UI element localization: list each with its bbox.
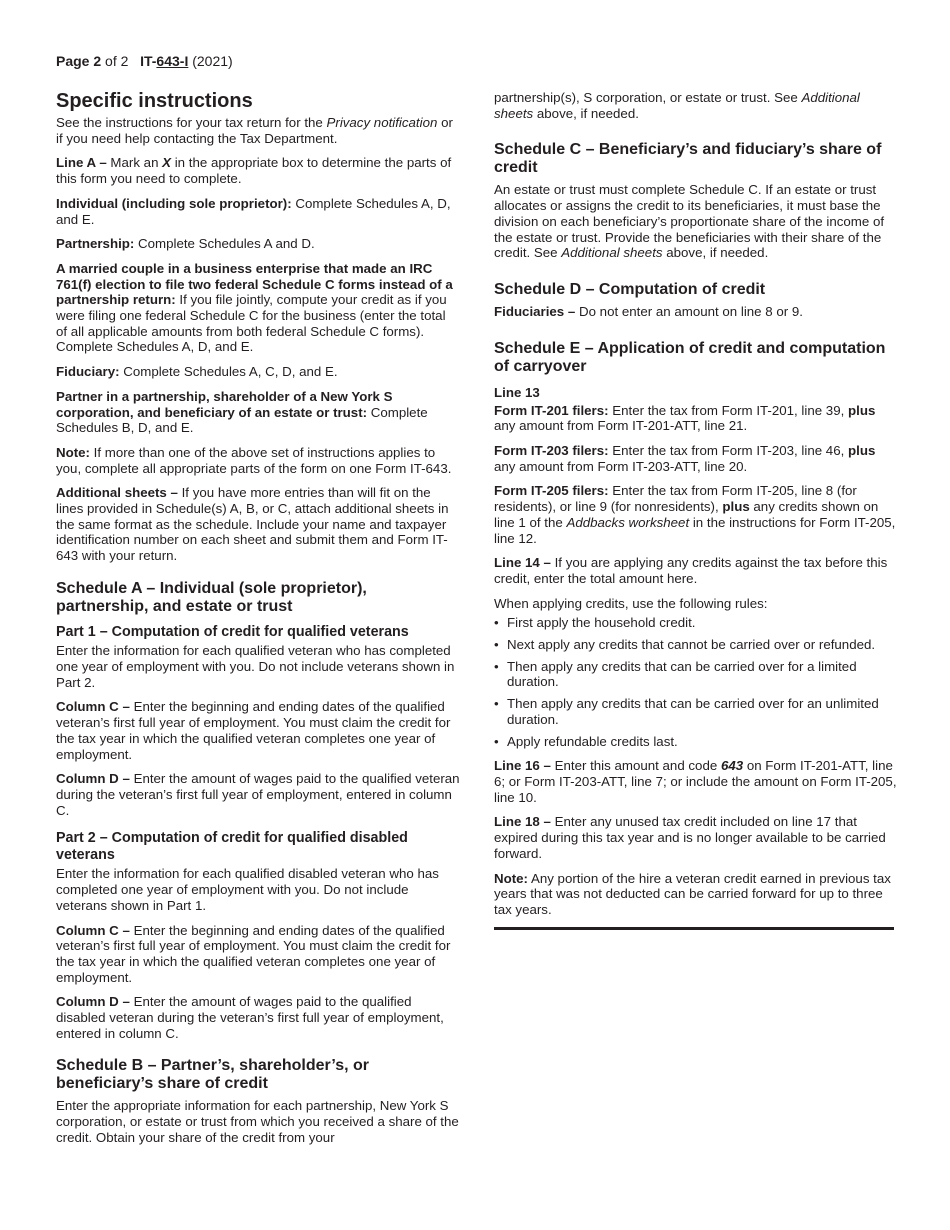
schedule-d-heading: Schedule D – Computation of credit bbox=[494, 280, 766, 298]
list-item: • Next apply any credits that cannot be carried over or refunded. bbox=[494, 637, 898, 653]
rules-list bbox=[494, 615, 898, 749]
schedule-b-heading: Schedule B – Partner’s, shareholder’s, or beneficiary’s share of credit bbox=[56, 1057, 369, 1093]
part2-column-d-paragraph: Column D – Enter the amount of wages paid to the qualified disabled veteran during the veteran’s first full year of employment, entered in column C. bbox=[56, 994, 444, 1041]
schedule-c-paragraph: An estate or trust must complete Schedule C. If an estate or trust allocates or assigns the credit to its beneficiaries, it must base the division on each beneficiary’s proportionate share of the income of the estate or trust. Provide the beneficiaries with their share of the credit. See Additional sheets above, if needed. bbox=[494, 182, 885, 261]
it203-paragraph: Form IT-203 filers: Enter the tax from Form IT-203, line 46, plus any amount from Form IT-203-ATT, line 20. bbox=[494, 443, 876, 474]
right-column bbox=[494, 90, 898, 927]
rules-intro: When applying credits, use the following rules: bbox=[494, 595, 768, 611]
line-16-paragraph: Line 16 – Enter this amount and code 643 on Form IT-201-ATT, line 6; or Form IT-203-ATT, line 7; or include the amount on Form IT-205, line 10. bbox=[494, 758, 897, 805]
page-number: 2 bbox=[93, 53, 102, 69]
form-id: IT-643-I bbox=[140, 53, 189, 69]
intro-paragraph: See the instructions for your tax return for the Privacy notification or if you need help contacting the Tax Department. bbox=[56, 115, 453, 146]
partner-paragraph: Partner in a partnership, shareholder of a New York S corporation, and beneficiary of an estate or trust: Complete Schedules B, D, and E. bbox=[56, 388, 428, 436]
individual-paragraph: Individual (including sole proprietor): Complete Schedules A, D, and E. bbox=[56, 195, 451, 227]
page-label: Page bbox=[56, 53, 90, 69]
it201-paragraph: Form IT-201 filers: Enter the tax from Form IT-201, line 39, plus any amount from Form IT-201-ATT, line 21. bbox=[494, 402, 876, 434]
part2-paragraph: Enter the information for each qualified disabled veteran who has completed one year of employment with you. Do not include veterans shown in Part 1. bbox=[56, 866, 439, 913]
additional-sheets-paragraph: Additional sheets – If you have more entries than will fit on the lines provided in Schedule(s) A, B, or C, attach additional sheets in the same format as the schedule. Include your name and taxpayer identification number on each sheet and submit them and Form IT-643 with your return. bbox=[56, 485, 449, 564]
schedule-b-continued-paragraph: partnership(s), S corporation, or estate or trust. See Additional sheets above, if needed. bbox=[494, 90, 860, 121]
page-header bbox=[56, 53, 233, 70]
note-paragraph: Note: If more than one of the above set of instructions applies to you, complete all appropriate parts of the form on one Form IT-643. bbox=[56, 444, 452, 476]
line-14-paragraph: Line 14 – If you are applying any credits against the tax before this credit, enter the total amount here. bbox=[494, 555, 888, 586]
schedule-b-paragraph: Enter the appropriate information for each partnership, New York S corporation, or estate or trust from which you received a share of the credit. Obtain your share of the credit from your bbox=[56, 1098, 459, 1145]
list-item: • Apply refundable credits last. bbox=[494, 734, 898, 750]
list-item: • Then apply any credits that can be carried over for an unlimited duration. bbox=[494, 696, 898, 727]
line-13-subheading: Line 13 bbox=[494, 384, 540, 400]
page-total: of 2 bbox=[105, 53, 129, 69]
form-year: (2021) bbox=[192, 53, 233, 69]
fiduciaries-paragraph: Fiduciaries – Do not enter an amount on line 8 or 9. bbox=[494, 303, 803, 319]
line-a-paragraph: Line A – Mark an X in the appropriate box to determine the parts of this form you need to complete. bbox=[56, 155, 452, 187]
part1-heading: Part 1 – Computation of credit for qualified veterans bbox=[56, 623, 409, 640]
partnership-paragraph: Partnership: Complete Schedules A and D. bbox=[56, 236, 315, 252]
specific-instructions-heading: Specific instructions bbox=[56, 90, 253, 112]
line-18-paragraph: Line 18 – Enter any unused tax credit included on line 17 that expired during this tax year and is no longer available to be carried forward. bbox=[494, 814, 886, 861]
part2-column-c-paragraph: Column C – Enter the beginning and ending dates of the qualified veteran’s first full year of employment. You must claim the credit for the tax year in which the qualified veteran completes one year of employment. bbox=[56, 922, 451, 985]
it205-paragraph: Form IT-205 filers: Enter the tax from Form IT-205, line 8 (for residents), or line 9 (for nonresidents), plus any credits shown on line 1 of the Addbacks worksheet in the instructions for Form IT-205, line 12. bbox=[494, 483, 896, 546]
part1-column-c-paragraph: Column C – Enter the beginning and ending dates of the qualified veteran’s first full year of employment. You must claim the credit for the tax year in which the qualified veteran completes one year of employment. bbox=[56, 699, 451, 762]
schedule-c-heading: Schedule C – Beneficiary’s and fiduciary’s share of credit bbox=[494, 141, 882, 177]
part1-paragraph: Enter the information for each qualified veteran who has completed one year of employment with you. Do not include veterans shown in Part 2. bbox=[56, 643, 455, 690]
left-column bbox=[56, 88, 460, 1155]
end-divider bbox=[494, 927, 894, 930]
schedule-e-heading: Schedule E – Application of credit and computation of carryover bbox=[494, 339, 886, 375]
part1-column-d-paragraph: Column D – Enter the amount of wages paid to the qualified veteran during the veteran’s first full year of employment, entered in column C. bbox=[56, 771, 460, 818]
schedule-a-heading: Schedule A – Individual (sole proprietor), partnership, and estate or trust bbox=[56, 579, 367, 615]
fiduciary-paragraph: Fiduciary: Complete Schedules A, C, D, and E. bbox=[56, 364, 338, 380]
married-couple-paragraph: A married couple in a business enterprise that made an IRC 761(f) election to file two federal Schedule C forms instead of a partnership return: If you file jointly, compute your credit as if you were filing one federal Schedule C for the business (enter the total of all applicable amounts from both federal Schedule C forms). Complete Schedules A, D, and E. bbox=[56, 260, 453, 355]
part2-heading: Part 2 – Computation of credit for qualified disabled veterans bbox=[56, 830, 408, 863]
list-item: • Then apply any credits that can be carried over for a limited duration. bbox=[494, 659, 898, 690]
carryforward-note-paragraph: Note: Any portion of the hire a veteran credit earned in previous tax years that was not deducted can be carried forward for up to three tax years. bbox=[494, 870, 891, 917]
list-item: • First apply the household credit. bbox=[494, 615, 898, 631]
